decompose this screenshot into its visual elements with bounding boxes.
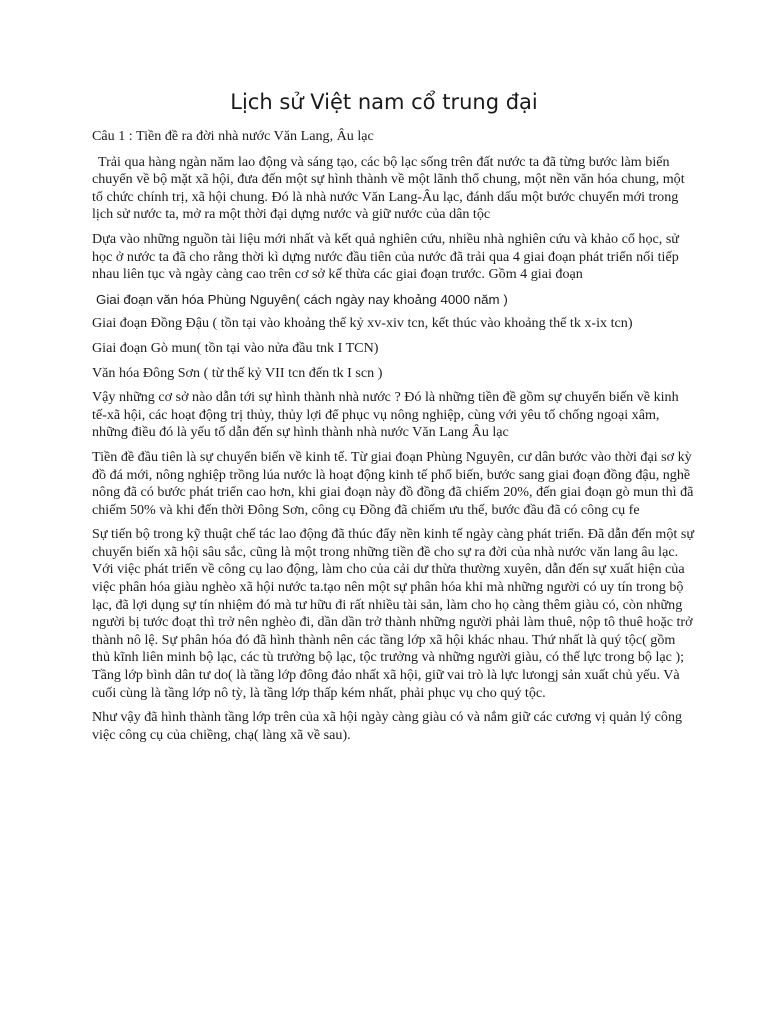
paragraph-social-change: Sự tiến bộ trong kỹ thuật chế tác lao động đã thúc đẩy nền kinh tế ngày càng phát triển. Đã dẫn đến một sự chuyển biến xã hội sâu sắc, cũng là một trong những tiền đề cho sự ra đời của nhà nước văn lang âu lạc. Với việc phát triển về công cụ lao động, làm cho của cải dư thừa thường xuyên, dẫn đến sự xuất hiện của việc phân hóa giàu nghèo xã hội nước ta.tạo nên một sự phân hóa khi mà những người có uy tín trong bộ lạc, đã lợi dụng sự tín nhiệm đó mà tư hữu đi rất nhiều tài sản, làm cho họ càng thêm giàu có, còn những người bị tước đoạt thì trở nên nghèo đi, dần dần trở thành những người phải làm thuê, nộp tô thuê hoặc trở thành nô lệ. Sự phân hóa đó đã hình thành nên các tầng lớp xã hội khác nhau. Thứ nhất là quý tộc( gồm thủ kĩnh liên minh bộ lạc, các tù trưởng bộ lạc, tộc trưởng và những người giàu, có thế lực trong bộ lạc ); Tầng lớp bình dân tư do( là tầng lớp đông đảo nhất xã hội, giữ vai trò là lực lưongj sản xuất chủ yếu. Và cuối cùng là tầng lớp nô tỳ, là tầng lớp thấp kém nhất, phải phục vụ cho quý tộc. xyxy=(92,526,694,701)
paragraph-intro: Trải qua hàng ngàn năm lao động và sáng tạo, các bộ lạc sống trên đất nước ta đã từng bước làm biến chuyển về bộ mặt xã hội, đưa đến một sự hình thành về một lãnh thổ chung, một nền văn hóa chung, một tổ chức chính trị, xã hội chung. Đó là nhà nước Văn Lang-Âu lạc, đánh dấu một bước chuyển mới trong lịch sử nước ta, mở ra một thời đại dựng nước và giữ nước của dân tộc xyxy=(92,153,685,223)
document-title: Lịch sử Việt nam cổ trung đại xyxy=(230,90,538,114)
paragraph-prerequisites: Vậy những cơ sở nào dẫn tới sự hình thành nhà nước ? Đó là những tiền đề gồm sự chuyển biến về kinh tế-xã hội, các hoạt động trị thủy, thủy lợi để phục vụ nông nghiệp, cùng với yêu tố chống ngoại xâm, những điều đó là yếu tố dẫn đến sự hình thành nhà nước Văn Lang Âu lạc xyxy=(92,389,679,441)
question-heading: Câu 1 : Tiền đề ra đời nhà nước Văn Lang, Âu lạc xyxy=(92,128,374,144)
paragraph-conclusion: Như vậy đã hình thành tầng lớp trên của xã hội ngày càng giàu có và nắm giữ các cương vị quản lý công việc công cụ của chiềng, chạ( làng xã về sau). xyxy=(92,709,683,743)
document-body xyxy=(92,128,694,751)
paragraph-stage-dong-dau: Giai đoạn Đồng Đậu ( tồn tại vào khoảng thế kỷ xv-xiv tcn, kết thúc vào khoảng thế tk x-ix tcn) xyxy=(92,315,633,332)
paragraph-stage-phung-nguyen: Giai đoạn văn hóa Phùng Nguyên( cách ngày nay khoảng 4000 năm ) xyxy=(96,291,508,307)
paragraph-stage-dong-son: Văn hóa Đông Sơn ( từ thế kỷ VII tcn đến tk I scn ) xyxy=(92,364,383,381)
paragraph-economy: Tiền đề đầu tiên là sự chuyển biến về kinh tế. Từ giai đoạn Phùng Nguyên, cư dân bước vào thời đại sơ kỳ đồ đá mới, nông nghiệp trồng lúa nước là hoạt động kinh tế phổ biến, bước sang giai đoạn đồng đậu, nghề nông đã có bước phát triển cao hơn, khi giai đoạn này đồ đồng đã chiếm 20%, đến giai đoạn gò mun thì đã chiếm 50% và khi đến thời Đông Sơn, công cụ Đồng đã chiếm ưu thế, bước đầu đã có công cụ fe xyxy=(92,448,694,518)
paragraph-research: Dựa vào những nguồn tài liệu mới nhất và kết quả nghiên cứu, nhiều nhà nghiên cứu và khảo cổ học, sử học ở nước ta đã cho rằng thời kì dựng nước đầu tiên của nước đã trải qua 4 giai đoạn phát triển nối tiếp nhau liên tục và ngày càng cao trên cơ sở kế thừa các giai đoạn trước. Gồm 4 giai đoạn xyxy=(92,230,679,283)
paragraph-stage-go-mun: Giai đoạn Gò mun( tồn tại vào nửa đầu tnk I TCN) xyxy=(92,339,379,356)
